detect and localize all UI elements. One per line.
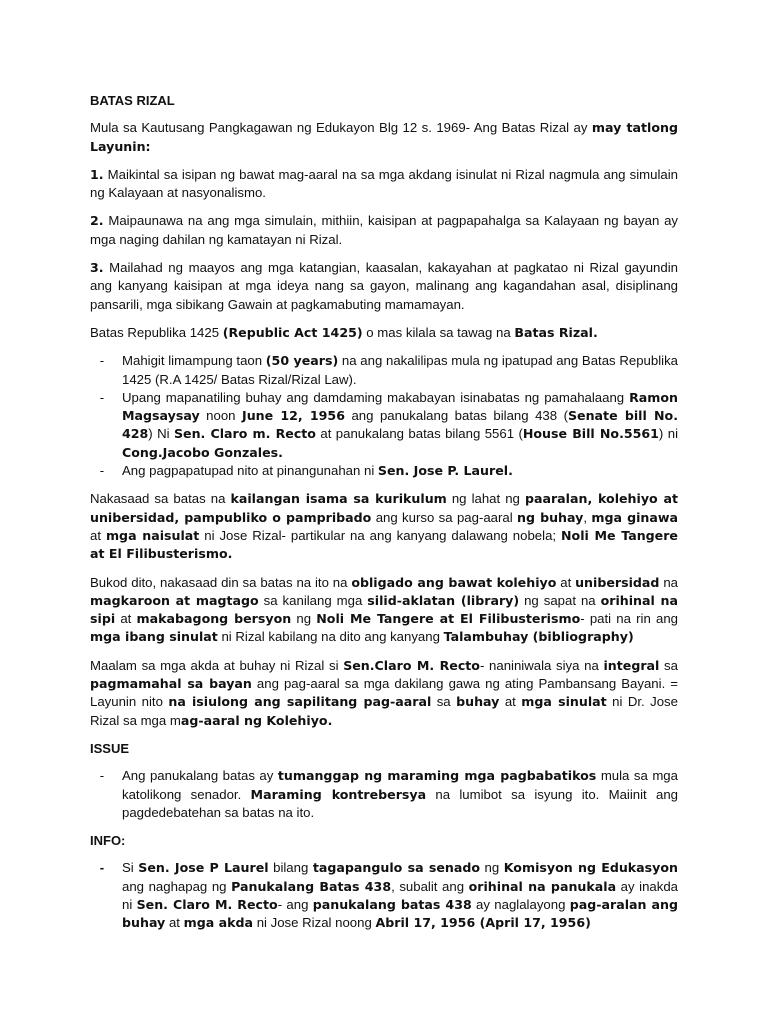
text-run: ang naghapag ng [122, 878, 232, 894]
dash-marker: - [99, 463, 105, 479]
bold-text-run: Sen. Jose P Laurel [138, 860, 269, 876]
text-run: Maipaunawa na ang mga simulain, mithiin, kaisipan at pagpapahalga sa Kalayaan ng bayan ay mga naging dahilan ng kamatayan ni Rizal. [90, 213, 678, 247]
objective-1 [90, 166, 678, 203]
bold-text-run: orihinal na panukala [468, 878, 617, 894]
list-item [90, 462, 678, 480]
dash-marker: - [99, 353, 105, 369]
text-run: ni Jose Rizal- partikular na ang kanyang dalawang nobela; [199, 527, 562, 543]
curriculum-paragraph [90, 490, 678, 563]
text-run: Nakasaad sa batas na [90, 491, 231, 507]
list-item [90, 767, 678, 822]
document-title: BATAS RIZAL [90, 93, 175, 108]
bold-text-run: House Bill No.5561 [522, 426, 659, 442]
text-run: Mahigit limampung taon [122, 353, 266, 369]
recto-paragraph [90, 657, 678, 730]
text-run: o mas kilala sa tawag na [362, 324, 515, 340]
text-run: ni Jose Rizal noong [253, 915, 376, 931]
bold-text-run: Noli Me Tangere at El Filibusterismo. [90, 527, 678, 562]
text-run: at [165, 915, 184, 931]
text-run: na ang nakalilipas mula ng ipatupad ang Batas Republika 1425 (R.A 1425/ Batas Rizal/Rizal Law). [122, 353, 679, 387]
dash-marker: - [99, 389, 105, 405]
info-heading: INFO: [90, 833, 126, 849]
list-item [90, 859, 678, 932]
text-run: na [659, 574, 678, 590]
issue-list [90, 767, 678, 822]
bold-text-run: Ramon Magsaysay [122, 389, 678, 424]
objective-2 [90, 212, 678, 249]
bold-text-run: Komisyon ng Edukasyon [503, 860, 678, 876]
bold-text-run: unibersidad [575, 574, 660, 590]
bold-text-run: Abril 17, 1956 (April 17, 1956) [375, 915, 591, 931]
bold-text-run: orihinal na sipi [90, 592, 678, 627]
bold-text-run: Senate bill No. 428 [122, 408, 678, 442]
bold-text-run: buhay [456, 694, 500, 710]
text-run: ng sapat na [519, 592, 601, 608]
text-run: at [556, 574, 576, 590]
bold-text-run: pag-aralan ang buhay [122, 896, 679, 931]
bold-text-run: tagapangulo sa senado [312, 860, 481, 876]
text-run: ni Dr. Jose Rizal sa mga m [90, 694, 678, 728]
bold-text-run: mga sinulat [521, 694, 607, 710]
bold-text-run: mga ginawa [591, 509, 679, 525]
text-run: sa kanilang mga [258, 592, 368, 608]
bold-text-run: magkaroon at magtago [90, 592, 259, 608]
bold-text-run: (50 years) [265, 353, 339, 369]
bold-text-run: integral [603, 657, 660, 673]
text-run: bilang [268, 860, 313, 876]
bold-text-run: 1. [90, 166, 104, 182]
text-run: mula sa mga katolikong senador. [122, 768, 678, 802]
bold-text-run: may tatlong Layunin: [90, 120, 678, 154]
text-run: Si [122, 860, 139, 876]
text-run: ng [291, 611, 317, 627]
text-run: at [90, 527, 106, 543]
bold-text-run: (Republic Act 1425) [222, 324, 363, 340]
bold-text-run: kailangan isama sa kurikulum [230, 491, 447, 507]
bold-text-run: Noli Me Tangere at El Filibusterismo [316, 611, 581, 627]
list-item [90, 389, 678, 462]
text-run: at panukalang batas bilang 5561 ( [315, 426, 523, 442]
text-run: at [115, 611, 137, 627]
text-run: Ang pagpapatupad nito at pinangunahan ni [122, 463, 378, 479]
bold-text-run: 2. [90, 213, 104, 229]
bold-text-run: Cong.Jacobo Gonzales. [122, 444, 283, 460]
text-run: ng lahat ng [446, 491, 525, 507]
text-run: Maalam sa mga akda at buhay ni Rizal si [90, 657, 344, 673]
issue-heading: ISSUE [90, 740, 130, 756]
bold-text-run: Sen.Claro M. Recto [343, 657, 480, 673]
text-run: Mailahad ng maayos ang mga katangian, kaasalan, kakayahan at pagkatao ni Rizal gayundin ang kanyang kaisipan at mga ideya nang sa gayon, malinang ang kagandahan asal, disiplinang pansarili, mga sibikang Gawain at pagkamabuting mamamayan. [90, 260, 678, 312]
list-item-text [122, 463, 513, 478]
text-run: noon [199, 408, 243, 424]
bold-text-run: ng buhay [517, 509, 584, 525]
text-run: ang panukalang batas bilang 438 ( [344, 408, 568, 424]
intro-paragraph [90, 119, 678, 156]
bold-text-run: panukalang batas 438 [312, 896, 472, 912]
list-item [90, 352, 678, 389]
bold-text-run: Maraming kontrebersya [250, 786, 427, 802]
bold-text-run: tumanggap ng maraming mga pagbabatikos [277, 768, 597, 784]
text-run: ni Rizal kabilang na dito ang kanyang [217, 629, 444, 645]
text-run: ay naglalayong [471, 896, 570, 912]
text-run: sa [659, 657, 678, 673]
text-run: Upang mapanatiling buhay ang damdaming makabayan isinabatas ng pamahalaang [122, 389, 630, 405]
text-run: Mula sa Kautusang Pangkagawan ng Edukayon Blg 12 s. 1969- Ang Batas Rizal ay [90, 120, 592, 136]
text-run: Ang panukalang batas ay [122, 768, 278, 784]
text-run: Batas Republika 1425 [90, 324, 223, 340]
text-run: ) Ni [148, 426, 174, 442]
library-paragraph [90, 574, 678, 647]
info-list [90, 859, 678, 932]
text-run: Maikintal sa isipan ng bawat mag-aaral na sa mga akdang isinulat ni Rizal nagmula ang simulain ng Kalayaan at nasyonalismo. [90, 166, 678, 201]
bold-text-run: Batas Rizal. [514, 324, 598, 340]
dash-marker: - [99, 768, 105, 784]
bold-text-run: silid-aklatan (library) [367, 592, 520, 608]
text-run: sa [431, 694, 457, 710]
text-run: - ang [277, 896, 313, 912]
text-run: , subalit ang [391, 878, 469, 894]
bold-text-run: mga naisulat [105, 527, 200, 543]
bold-text-run: ag-aaral ng Kolehiyo. [180, 712, 333, 728]
bold-text-run: mga ibang sinulat [90, 629, 218, 645]
list-item-text [122, 353, 678, 386]
bold-text-run: na isiulong ang sapilitang pag-aaral [168, 694, 432, 710]
text-run: ang kurso sa pag-aaral [371, 509, 518, 525]
bold-text-run: pagmamahal sa bayan [90, 676, 252, 692]
text-run: Bukod dito, nakasaad din sa batas na ito na [90, 574, 352, 590]
text-run: na lumibot sa isyung ito. Maiinit ang pagdedebatehan sa batas na ito. [122, 786, 678, 820]
list-item-text [122, 768, 678, 820]
text-run: ang pag-aaral sa mga dakilang gawa ng ating Pambansang Bayani. = Layunin nito [90, 676, 678, 710]
bold-text-run: paaralan, kolehiyo at unibersidad, pampubliko o pampribado [90, 491, 678, 525]
text-run: at [499, 694, 522, 710]
bold-text-run: 3. [90, 260, 104, 276]
text-run: ng [480, 860, 504, 876]
text-run: ) ni [658, 426, 678, 442]
bold-text-run: Sen. Jose P. Laurel. [377, 463, 513, 479]
dash-marker: - [99, 860, 105, 876]
text-run: ay inakda ni [122, 878, 679, 912]
bold-text-run: June 12, 1956 [242, 408, 345, 424]
bold-text-run: Sen. Claro m. Recto [173, 426, 316, 442]
document-page [90, 92, 678, 943]
republic-act-list [90, 352, 678, 480]
bold-text-run: Panukalang Batas 438 [231, 878, 392, 894]
list-item-text [122, 860, 678, 930]
bold-text-run: Talambuhay (bibliography) [443, 629, 634, 645]
text-run: - pati na rin ang [580, 611, 679, 627]
text-run: , [583, 509, 592, 525]
bold-text-run: obligado ang bawat kolehiyo [351, 574, 557, 590]
republic-act-paragraph [90, 324, 678, 342]
list-item-text [122, 390, 678, 460]
text-run: - naniniwala siya na [479, 657, 604, 673]
bold-text-run: mga akda [183, 915, 254, 931]
objective-3 [90, 259, 678, 314]
bold-text-run: makabagong bersyon [136, 611, 292, 627]
bold-text-run: Sen. Claro M. Recto [136, 896, 278, 912]
